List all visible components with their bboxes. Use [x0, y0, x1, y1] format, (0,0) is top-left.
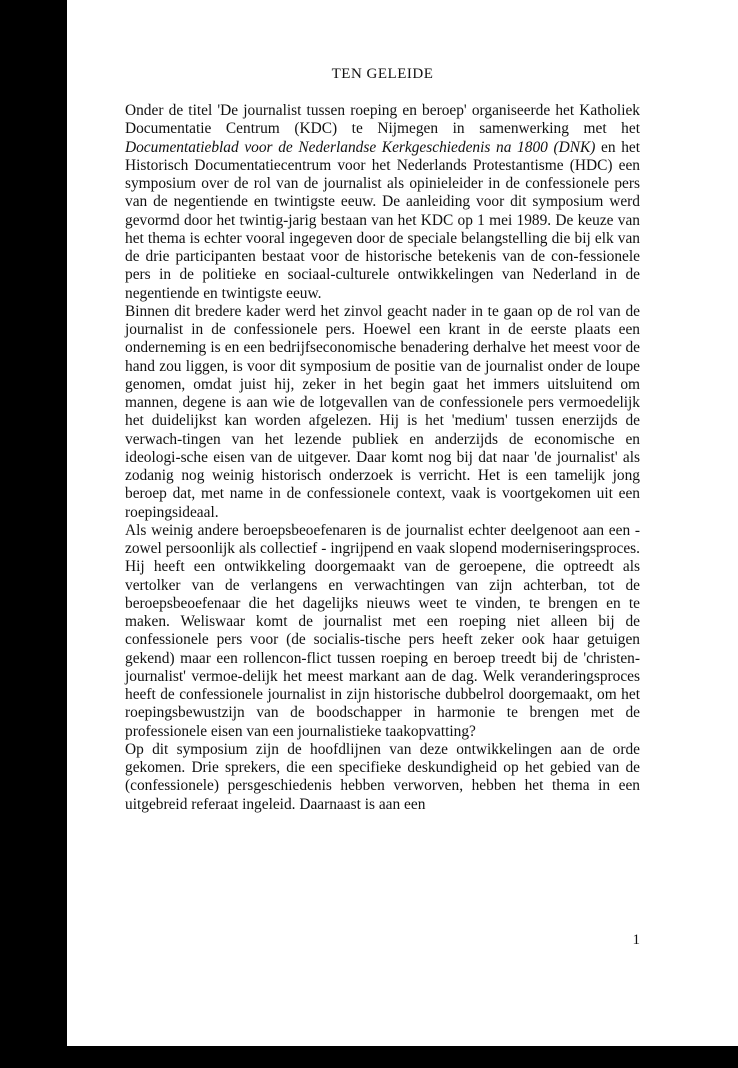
paragraph-text: Op dit symposium zijn de hoofdlijnen van deze ontwikkelingen aan de orde gekomen. Drie sprekers, die een specifieke deskundigheid op het gebied van de (confessionele) persgeschiedenis hebben verworven, hebben het thema in een uitgebreid referaat ingeleid. Daarnaast is aan een: [125, 740, 640, 813]
paragraph: [125, 522, 640, 741]
scan-border-bottom: [0, 1046, 738, 1068]
italic-text: Documentatieblad voor de Nederlandse Kerkgeschiedenis na 1800 (DNK): [125, 138, 596, 156]
body-text: [125, 102, 640, 814]
paragraph-text: Onder de titel 'De journalist tussen roeping en beroep' organiseerde het Katholiek Documentatie Centrum (KDC) te Nijmegen in samenwerking met het: [125, 102, 640, 138]
paragraph-text: en het Historisch Documentatiecentrum voor het Nederlands Protestantisme (HDC) een symposium over de rol van de journalist als opinieleider in de confessionele pers van de negentiende en twintigste eeuw. De aanleiding voor dit symposium werd gevormd door het twintig-jarig bestaan van het KDC op 1 mei 1989. De keuze van het thema is echter vooral ingegeven door de speciale belangstelling die bij elk van de drie participanten bestaat voor de historische betekenis van de con-fessionele pers in de politieke en sociaal-culturele ontwikkelingen van Nederland in de negentiende en twintigste eeuw.: [125, 138, 640, 302]
paragraph: [125, 102, 640, 303]
page-number: 1: [632, 932, 640, 948]
paragraph-text: Als weinig andere beroepsbeoefenaren is de journalist echter deelgenoot aan een - zowel persoonlijk als collectief - ingrijpend en vaak slopend moderniseringsproces. Hij heeft een ontwikkeling doorgemaakt van de geroepene, die optreedt als vertolker van de verlangens en verwachtingen van zijn achterban, tot de beroepsbeoefenaar die het dagelijks nieuws weet te vinden, te brengen en te maken. Weliswaar komt de journalist met een roeping niet alleen bij de confessionele pers voor (de socialis-tische pers heeft zeker ook haar getuigen gekend) maar een rollencon-flict tussen roeping en beroep treedt bij de 'christen-journalist' vermoe-delijk het meest markant aan de dag. Welk veranderingsproces heeft de confessionele journalist in zijn historische dubbelrol doorgemaakt, om het roepingsbewustzijn van de boodschapper in harmonie te brengen met de professionele eisen van een journalistieke taakopvatting?: [125, 521, 640, 740]
paragraph: [125, 741, 640, 814]
page-title: TEN GELEIDE: [331, 66, 434, 82]
paragraph: [125, 303, 640, 522]
paragraph-text: Binnen dit bredere kader werd het zinvol geacht nader in te gaan op de rol van de journalist in de confessionele pers. Hoewel een krant in de eerste plaats een onderneming is en een bedrijfseconomische benadering derhalve het meest voor de hand zou liggen, is voor dit symposium de positie van de journalist onder de loupe genomen, omdat juist hij, zeker in het begin gaat het immers uitsluitend om mannen, degene is aan wie de lotgevallen van de confessionele pers vermoedelijk het duidelijkst kan worden afgelezen. Hij is het 'medium' tussen enerzijds de verwach-tingen van het lezende publiek en anderzijds de economische en ideologi-sche eisen van de uitgever. Daar komt nog bij dat naar 'de journalist' als zodanig nog weinig historisch onderzoek is verricht. Het is een tamelijk jong beroep dat, met name in de confessionele context, vaak is voortgekomen uit een roepingsideaal.: [125, 302, 640, 521]
scan-border-left: [0, 0, 67, 1068]
